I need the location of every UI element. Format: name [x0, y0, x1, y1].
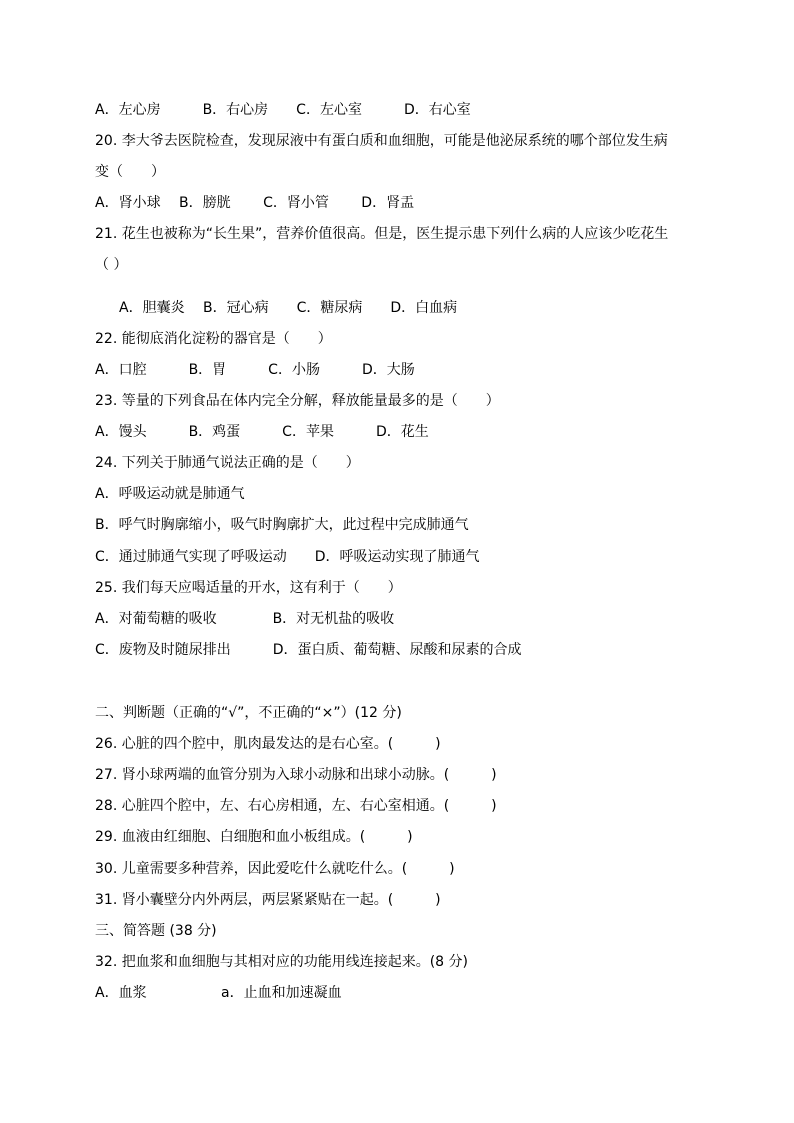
q28: 28. 心脏四个腔中，左、右心房相通，左、右心室相通。( ): [95, 798, 497, 814]
q22-options: A．口腔 B．胃 C．小肠 D．大肠: [95, 362, 415, 378]
section-3-heading: 三、简答题 (38 分): [95, 923, 217, 939]
q23-stem: 23. 等量的下列食品在体内完全分解，释放能量最多的是（ ）: [95, 393, 500, 409]
q21-stem-cont: （ ）: [95, 257, 128, 273]
q29: 29. 血液由红细胞、白细胞和血小板组成。( ): [95, 829, 413, 845]
q27: 27. 肾小球两端的血管分别为入球小动脉和出球小动脉。( ): [95, 767, 497, 783]
q24-option-cd: C．通过肺通气实现了呼吸运动 D．呼吸运动实现了肺通气: [95, 549, 480, 565]
section-2-heading: 二、判断题（正确的“√”，不正确的“×”）(12 分): [95, 705, 402, 721]
q24-option-a: A．呼吸运动就是肺通气: [95, 486, 245, 502]
q26: 26. 心脏的四个腔中，肌肉最发达的是右心室。( ): [95, 736, 441, 752]
q25-option-ab: A．对葡萄糖的吸收 B．对无机盐的吸收: [95, 611, 395, 627]
q32-stem: 32. 把血浆和血细胞与其相对应的功能用线连接起来。(8 分): [95, 954, 468, 970]
q21-stem: 21. 花生也被称为“长生果”，营养价值很高。但是，医生提示患下列什么病的人应该少吃花生: [95, 226, 669, 242]
q23-options: A．馒头 B．鸡蛋 C．苹果 D．花生: [95, 424, 429, 440]
q19-options: A．左心房 B．右心房 C．左心室 D．右心室: [95, 102, 471, 118]
q20-options: A．肾小球 B．膀胱 C．肾小管 D．肾盂: [95, 195, 415, 211]
q24-stem: 24. 下列关于肺通气说法正确的是（ ）: [95, 455, 360, 471]
q31: 31. 肾小囊壁分内外两层，两层紧紧贴在一起。( ): [95, 892, 441, 908]
q20-stem: 20. 李大爷去医院检查，发现尿液中有蛋白质和血细胞，可能是他泌尿系统的哪个部位发生病: [95, 133, 668, 149]
q32-match-row-1: A．血浆 a．止血和加速凝血: [95, 985, 342, 1001]
q25-stem: 25. 我们每天应喝适量的开水，这有利于（ ）: [95, 580, 402, 596]
q21-options: A．胆囊炎 B．冠心病 C．糖尿病 D．白血病: [119, 300, 458, 316]
q24-option-b: B．呼气时胸廓缩小，吸气时胸廓扩大，此过程中完成肺通气: [95, 517, 469, 533]
q22-stem: 22. 能彻底消化淀粉的器官是（ ）: [95, 331, 332, 347]
q20-stem-cont: 变（ ）: [95, 164, 165, 180]
q30: 30. 儿童需要多种营养，因此爱吃什么就吃什么。( ): [95, 861, 455, 877]
q25-option-cd: C．废物及时随尿排出 D．蛋白质、葡萄糖、尿酸和尿素的合成: [95, 642, 522, 658]
